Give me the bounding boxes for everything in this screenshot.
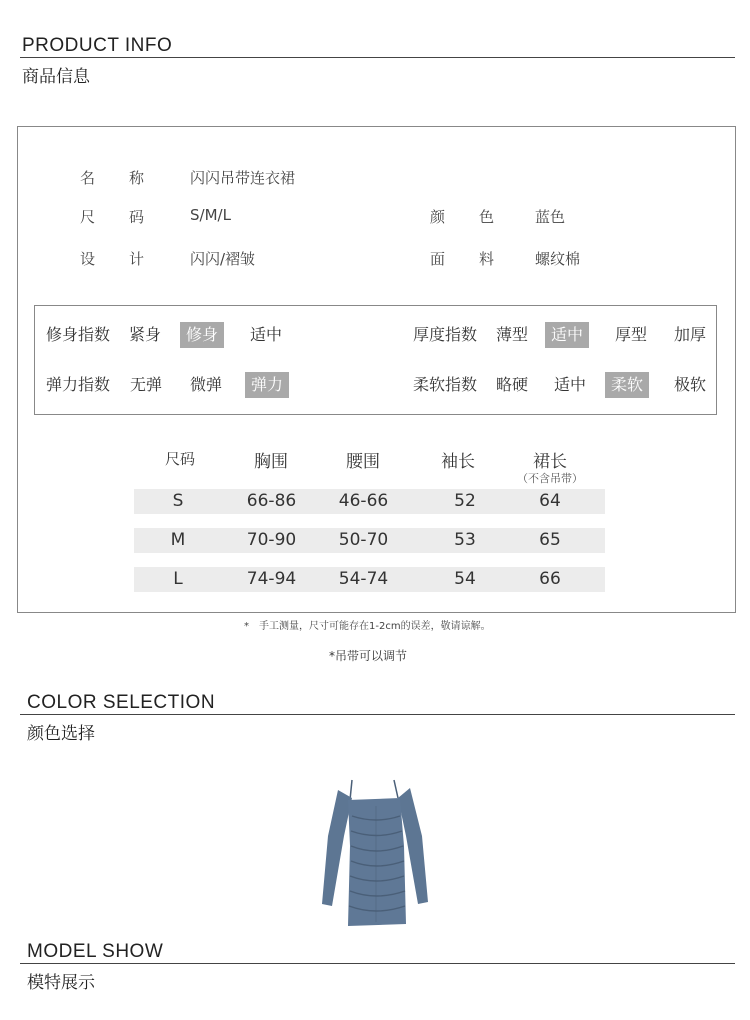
strap-note: *吊带可以调节 (329, 649, 408, 663)
measurement-note: * 手工测量，尺寸可能存在1-2cm的误差，敬请谅解。 (244, 621, 491, 632)
attr-fabric-key1: 面 (430, 250, 446, 268)
row-l-sleeve: 54 (454, 569, 476, 589)
attr-size-value: S/M/L (190, 206, 231, 224)
attr-name-value: 闪闪吊带连衣裙 (190, 169, 296, 187)
color-selection-divider (20, 714, 735, 715)
attr-size-key2: 码 (129, 208, 145, 226)
fit-option-3: 适中 (250, 325, 283, 344)
elasticity-index-label: 弹力指数 (46, 375, 111, 394)
table-row (134, 528, 605, 553)
product-info-title: PRODUCT INFO (22, 35, 173, 56)
thickness-option-3: 厚型 (615, 325, 648, 344)
row-m-sleeve: 53 (454, 530, 476, 550)
softness-option-3-selected: 柔软 (605, 372, 649, 398)
row-m-skirt: 65 (539, 530, 561, 550)
row-s-size: S (172, 491, 184, 511)
attr-fabric-key2: 料 (479, 250, 495, 268)
thickness-option-4: 加厚 (674, 325, 707, 344)
elasticity-option-2: 微弹 (190, 375, 223, 394)
color-selection-subtitle: 颜色选择 (27, 724, 95, 744)
attr-design-value: 闪闪/褶皱 (190, 250, 256, 268)
product-info-divider (20, 57, 735, 58)
attr-design-key1: 设 (80, 250, 96, 268)
size-table-header-size: 尺码 (164, 450, 195, 468)
size-table-header-waist: 腰围 (346, 452, 380, 472)
elasticity-option-1: 无弹 (130, 375, 163, 394)
thickness-option-1: 薄型 (496, 325, 529, 344)
row-l-bust: 74-94 (246, 569, 297, 589)
attr-color-key2: 色 (479, 208, 495, 226)
softness-index-label: 柔软指数 (413, 375, 478, 394)
softness-option-2: 适中 (554, 375, 587, 394)
attr-fabric-value: 螺纹棉 (535, 250, 581, 268)
row-m-bust: 70-90 (246, 530, 297, 550)
size-table-header-bust: 胸围 (254, 452, 288, 472)
fit-index-label: 修身指数 (46, 325, 111, 344)
attr-name-key1: 名 (80, 169, 96, 187)
model-show-title: MODEL SHOW (27, 941, 164, 962)
attr-color-key1: 颜 (430, 208, 446, 226)
size-table-header-skirt: 裙长 (533, 452, 567, 472)
color-selection-title: COLOR SELECTION (27, 692, 216, 713)
attr-design-key2: 计 (129, 250, 145, 268)
fit-option-1: 紧身 (129, 325, 162, 344)
row-s-waist: 46-66 (338, 491, 389, 511)
row-m-waist: 50-70 (338, 530, 389, 550)
model-show-divider (20, 963, 735, 964)
table-row (134, 489, 605, 514)
model-show-subtitle: 模特展示 (27, 973, 95, 993)
row-s-skirt: 64 (539, 491, 561, 511)
row-l-skirt: 66 (539, 569, 561, 589)
thickness-index-label: 厚度指数 (413, 325, 478, 344)
row-s-bust: 66-86 (246, 491, 297, 511)
elasticity-option-3-selected: 弹力 (245, 372, 289, 398)
softness-option-4: 极软 (674, 375, 707, 394)
row-l-size: L (173, 569, 183, 589)
softness-option-1: 略硬 (496, 375, 529, 394)
blue-dress-image (318, 776, 433, 931)
thickness-option-2-selected: 适中 (545, 322, 589, 348)
fit-option-2-selected: 修身 (180, 322, 224, 348)
size-table-skirt-note: （不含吊带） (517, 472, 583, 485)
product-info-subtitle: 商品信息 (22, 67, 90, 87)
row-m-size: M (170, 530, 186, 550)
attr-color-value: 蓝色 (535, 208, 566, 226)
attr-size-key1: 尺 (80, 208, 96, 226)
dress-icon (318, 776, 433, 931)
attr-name-key2: 称 (129, 169, 145, 187)
table-row (134, 567, 605, 592)
row-s-sleeve: 52 (454, 491, 476, 511)
row-l-waist: 54-74 (338, 569, 389, 589)
size-table-header-sleeve: 袖长 (441, 452, 475, 472)
